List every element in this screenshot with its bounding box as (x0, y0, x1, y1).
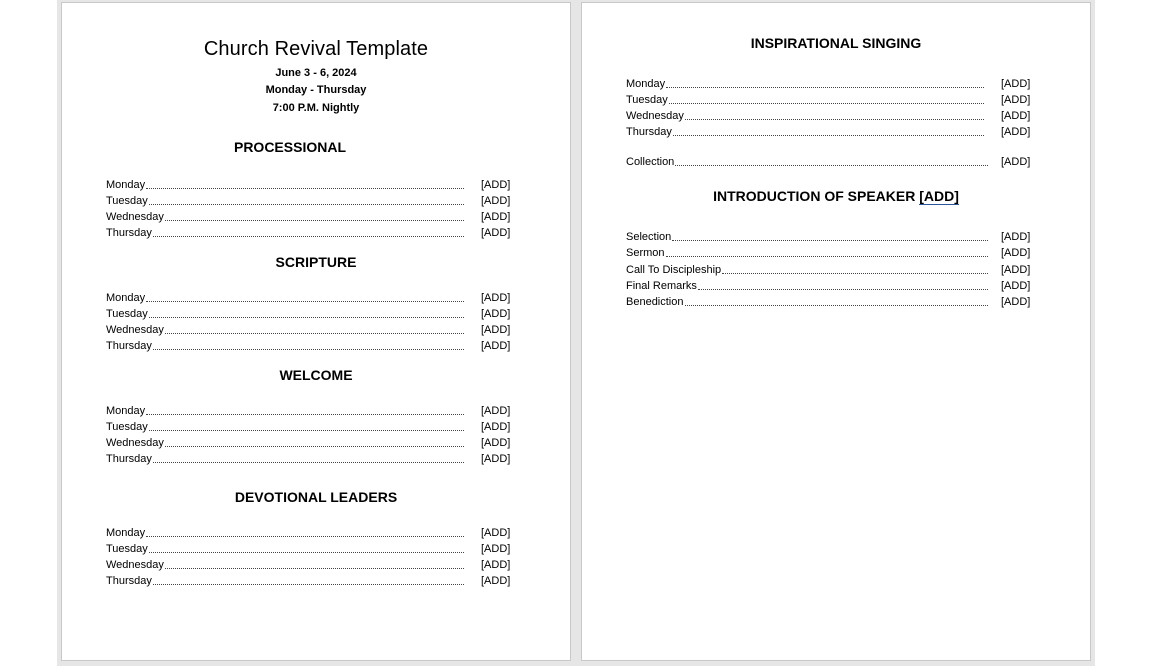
row-value-placeholder[interactable]: [ADD] (481, 437, 511, 449)
row-label: Tuesday (106, 195, 148, 207)
agenda-row (626, 229, 1041, 245)
section-heading-singing: INSPIRATIONAL SINGING (750, 35, 922, 51)
agenda-row (106, 306, 521, 322)
dot-leader (146, 536, 464, 537)
row-value-placeholder[interactable]: [ADD] (481, 211, 511, 223)
agenda-row (106, 435, 521, 451)
dot-leader (149, 204, 464, 205)
row-value-placeholder[interactable]: [ADD] (481, 405, 511, 417)
row-value-placeholder[interactable]: [ADD] (481, 575, 511, 587)
event-days: Monday - Thursday (265, 84, 367, 96)
row-label: Benediction (626, 296, 684, 308)
row-label: Monday (106, 405, 146, 417)
dot-leader (672, 240, 988, 241)
speaker-placeholder[interactable]: [ADD] (919, 188, 959, 204)
row-value-placeholder[interactable]: [ADD] (481, 559, 511, 571)
dot-leader (165, 220, 464, 221)
row-value-placeholder[interactable]: [ADD] (481, 227, 511, 239)
row-label: Thursday (626, 126, 672, 138)
agenda-row (106, 451, 521, 467)
page-1[interactable] (61, 2, 571, 661)
dot-leader (149, 552, 464, 553)
agenda-row (106, 557, 521, 573)
agenda-row (106, 193, 521, 209)
row-label: Wednesday (106, 211, 164, 223)
agenda-row (106, 209, 521, 225)
row-label: Tuesday (106, 421, 148, 433)
agenda-row (626, 154, 1041, 170)
dot-leader (666, 256, 988, 257)
row-value-placeholder[interactable]: [ADD] (1001, 110, 1031, 122)
dot-leader (153, 462, 464, 463)
row-value-placeholder[interactable]: [ADD] (1001, 231, 1031, 243)
agenda-row (106, 403, 521, 419)
row-value-placeholder[interactable]: [ADD] (1001, 126, 1031, 138)
agenda-row (626, 245, 1041, 261)
agenda-row (106, 322, 521, 338)
row-label: Monday (106, 527, 146, 539)
dot-leader (673, 135, 984, 136)
row-value-placeholder[interactable]: [ADD] (481, 527, 511, 539)
dot-leader (149, 317, 464, 318)
dot-leader (153, 236, 464, 237)
agenda-row (106, 573, 521, 589)
row-label: Thursday (106, 227, 152, 239)
row-label: Collection (626, 156, 675, 168)
row-label: Tuesday (106, 543, 148, 555)
row-value-placeholder[interactable]: [ADD] (1001, 247, 1031, 259)
agenda-row (106, 225, 521, 241)
agenda-row (626, 278, 1041, 294)
agenda-row (626, 124, 1041, 140)
row-value-placeholder[interactable]: [ADD] (1001, 264, 1031, 276)
row-value-placeholder[interactable]: [ADD] (481, 308, 511, 320)
row-label: Wednesday (106, 324, 164, 336)
agenda-row (626, 92, 1041, 108)
agenda-row (106, 177, 521, 193)
row-value-placeholder[interactable]: [ADD] (481, 195, 511, 207)
agenda-row (106, 290, 521, 306)
agenda-row (106, 541, 521, 557)
row-label: Thursday (106, 453, 152, 465)
dot-leader (165, 568, 464, 569)
agenda-row (106, 525, 521, 541)
row-label: Call To Discipleship (626, 264, 722, 276)
dot-leader (722, 273, 988, 274)
dot-leader (146, 301, 464, 302)
row-value-placeholder[interactable]: [ADD] (481, 324, 511, 336)
section-heading: WELCOME (279, 367, 353, 383)
document-title: Church Revival Template (203, 38, 429, 60)
row-label: Tuesday (626, 94, 668, 106)
row-value-placeholder[interactable]: [ADD] (481, 543, 511, 555)
row-label: Thursday (106, 575, 152, 587)
dot-leader (666, 87, 984, 88)
dot-leader (669, 103, 984, 104)
dot-leader (146, 188, 464, 189)
agenda-row (106, 338, 521, 354)
row-value-placeholder[interactable]: [ADD] (1001, 296, 1031, 308)
page-2[interactable] (581, 2, 1091, 661)
agenda-row (626, 108, 1041, 124)
dot-leader (675, 165, 988, 166)
row-label: Wednesday (106, 437, 164, 449)
dot-leader (165, 333, 464, 334)
row-value-placeholder[interactable]: [ADD] (481, 340, 511, 352)
row-value-placeholder[interactable]: [ADD] (481, 421, 511, 433)
agenda-row (626, 262, 1041, 278)
row-label: Final Remarks (626, 280, 697, 292)
row-label: Tuesday (106, 308, 148, 320)
row-value-placeholder[interactable]: [ADD] (1001, 94, 1031, 106)
dot-leader (146, 414, 464, 415)
section-heading: SCRIPTURE (275, 254, 357, 270)
row-value-placeholder[interactable]: [ADD] (1001, 156, 1031, 168)
row-value-placeholder[interactable]: [ADD] (1001, 78, 1031, 90)
dot-leader (149, 430, 464, 431)
row-label: Monday (106, 292, 146, 304)
dot-leader (153, 584, 464, 585)
row-label: Thursday (106, 340, 152, 352)
dot-leader (685, 119, 984, 120)
row-label: Wednesday (626, 110, 684, 122)
row-label: Wednesday (106, 559, 164, 571)
row-label: Sermon (626, 247, 665, 259)
row-label: Monday (106, 179, 146, 191)
row-value-placeholder[interactable]: [ADD] (1001, 280, 1031, 292)
row-value-placeholder[interactable]: [ADD] (481, 179, 511, 191)
dot-leader (685, 305, 989, 306)
dot-leader (165, 446, 464, 447)
dot-leader (153, 349, 464, 350)
event-time: 7:00 P.M. Nightly (272, 102, 360, 114)
section-heading: PROCESSIONAL (233, 139, 346, 155)
section-heading-speaker (582, 188, 1090, 204)
row-label: Monday (626, 78, 666, 90)
section-heading: DEVOTIONAL LEADERS (234, 489, 398, 505)
row-value-placeholder[interactable]: [ADD] (481, 453, 511, 465)
row-value-placeholder[interactable]: [ADD] (481, 292, 511, 304)
agenda-row (626, 76, 1041, 92)
agenda-row (626, 294, 1041, 310)
agenda-row (106, 419, 521, 435)
event-dates: June 3 - 6, 2024 (275, 67, 357, 79)
speaker-heading-text: INTRODUCTION OF SPEAKER (713, 188, 916, 204)
dot-leader (698, 289, 988, 290)
row-label: Selection (626, 231, 672, 243)
